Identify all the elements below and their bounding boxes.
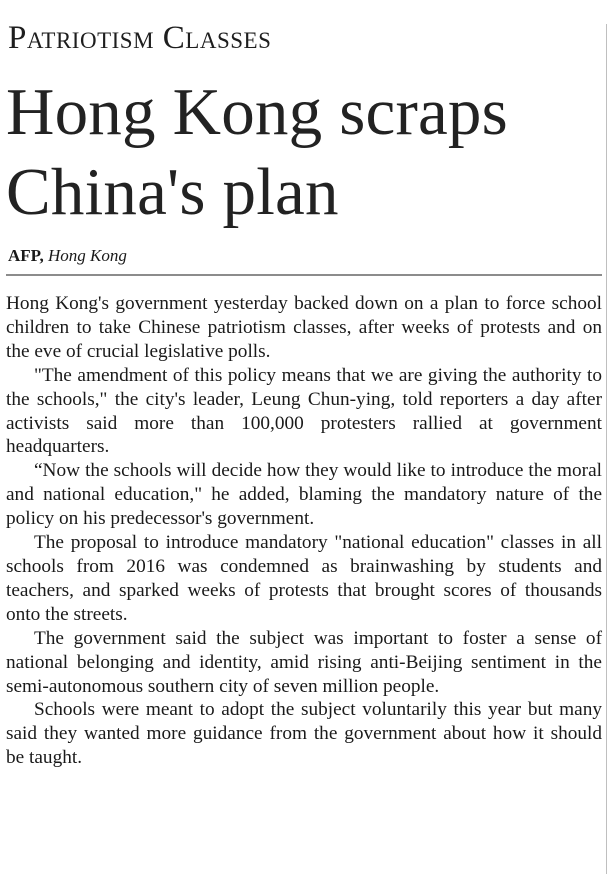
byline-location: Hong Kong [48,246,127,265]
byline [8,246,127,266]
byline-divider [6,274,602,276]
column-rule [606,24,607,874]
article [6,0,602,879]
paragraph: Schools were meant to adopt the subject voluntarily this year but many said they wanted more guidance from the government about how it should be taught. [6,699,602,769]
headline-line-2: China's plan [6,155,339,229]
paragraph: The proposal to introduce mandatory "national education" classes in all schools from 2016 was condemned as brainwashing by students and teachers, and sparked weeks of protests that brought scores of thousands onto the streets. [6,532,602,625]
article-body [6,292,602,770]
headline [6,72,602,232]
paragraph: "The amendment of this policy means that we are giving the authority to the schools," the city's leader, Leung Chun-ying, told reporters a day after activists said more than 100,000 protesters rallied at government headquarters. [6,364,602,458]
paragraph: “Now the schools will decide how they would like to introduce the moral and national education," he added, blaming the mandatory nature of the policy on his predecessor's government. [6,460,602,530]
paragraph: Hong Kong's government yesterday backed down on a plan to force school children to take Chinese patriotism classes, after weeks of protests and on the eve of crucial legislative polls. [6,293,602,362]
paragraph: The government said the subject was important to foster a sense of national belonging and identity, amid rising anti-Beijing sentiment in the semi-autonomous southern city of seven million people. [6,627,602,697]
headline-line-1: Hong Kong scraps [6,75,508,149]
kicker: Patriotism Classes [8,20,272,56]
byline-agency: AFP, [8,246,44,265]
